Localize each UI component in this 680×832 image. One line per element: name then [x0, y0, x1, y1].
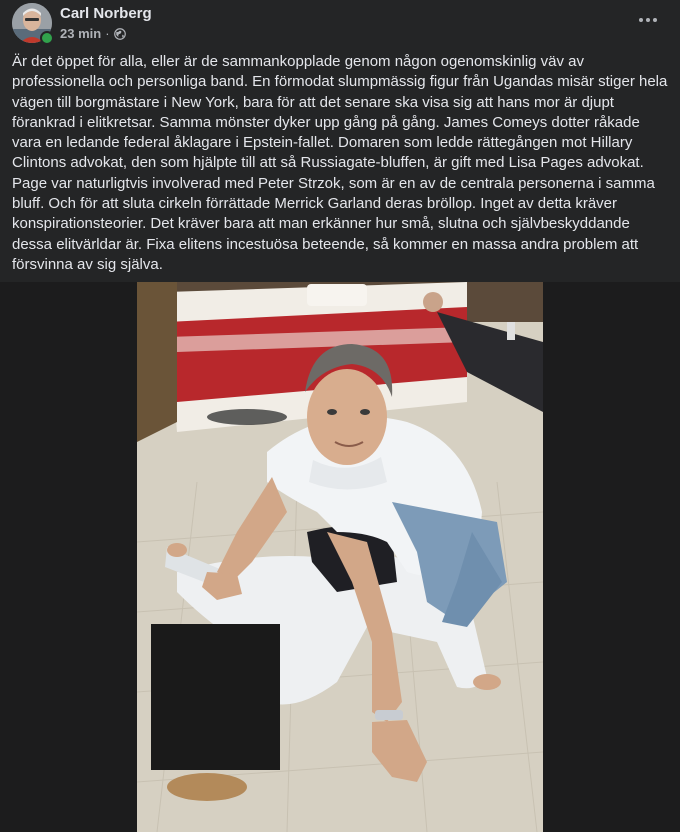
- post-meta: [60, 26, 126, 41]
- post-photo[interactable]: [137, 282, 543, 832]
- post-media[interactable]: [0, 282, 680, 832]
- ellipsis-icon: [653, 18, 657, 22]
- globe-icon[interactable]: [114, 28, 126, 40]
- post-header: [0, 0, 680, 48]
- post-timestamp[interactable]: 23 min: [60, 26, 102, 41]
- more-options-button[interactable]: [634, 10, 662, 30]
- ellipsis-icon: [639, 18, 643, 22]
- author-name[interactable]: Carl Norberg: [60, 5, 152, 22]
- meta-separator: ·: [105, 26, 110, 41]
- redaction-box: [151, 624, 280, 770]
- ellipsis-icon: [646, 18, 650, 22]
- online-status-indicator: [40, 31, 54, 45]
- post-text: Är det öppet för alla, eller är de sammankopplade genom någon ogenomskinlig väv av professionella och personliga band. En förmodat slumpmässig figur från Ugandas misär stiger hela vägen till borgmästare i New York, bara för att det senare ska visa sig att hans mor är djupt förankrad i elitkretsar. Samma mönster dyker upp gång på gång. James Comeys dotter råkade vara en ledande federal åklagare i Epstein-fallet. Domaren som ledde rättegången mot Hillary Clintons advokat, den som hjälpte till att så Russiagate-bluffen, är gift med Lisa Pages advokat. Page var naturligtvis involverad med Peter Strzok, som är en av de centrala personerna i samma bluff. Och för att sluta cirkeln förrättade Merrick Garland deras bröllop. Inget av detta kräver konspirationsteorier. Det kräver bara att man erkänner hur små, slutna och självbeskyddande dessa elitvärldar är. Fixa elitens incestuösa beteende, så kommer en massa andra problem att försvinna av sig själva.: [12, 53, 668, 273]
